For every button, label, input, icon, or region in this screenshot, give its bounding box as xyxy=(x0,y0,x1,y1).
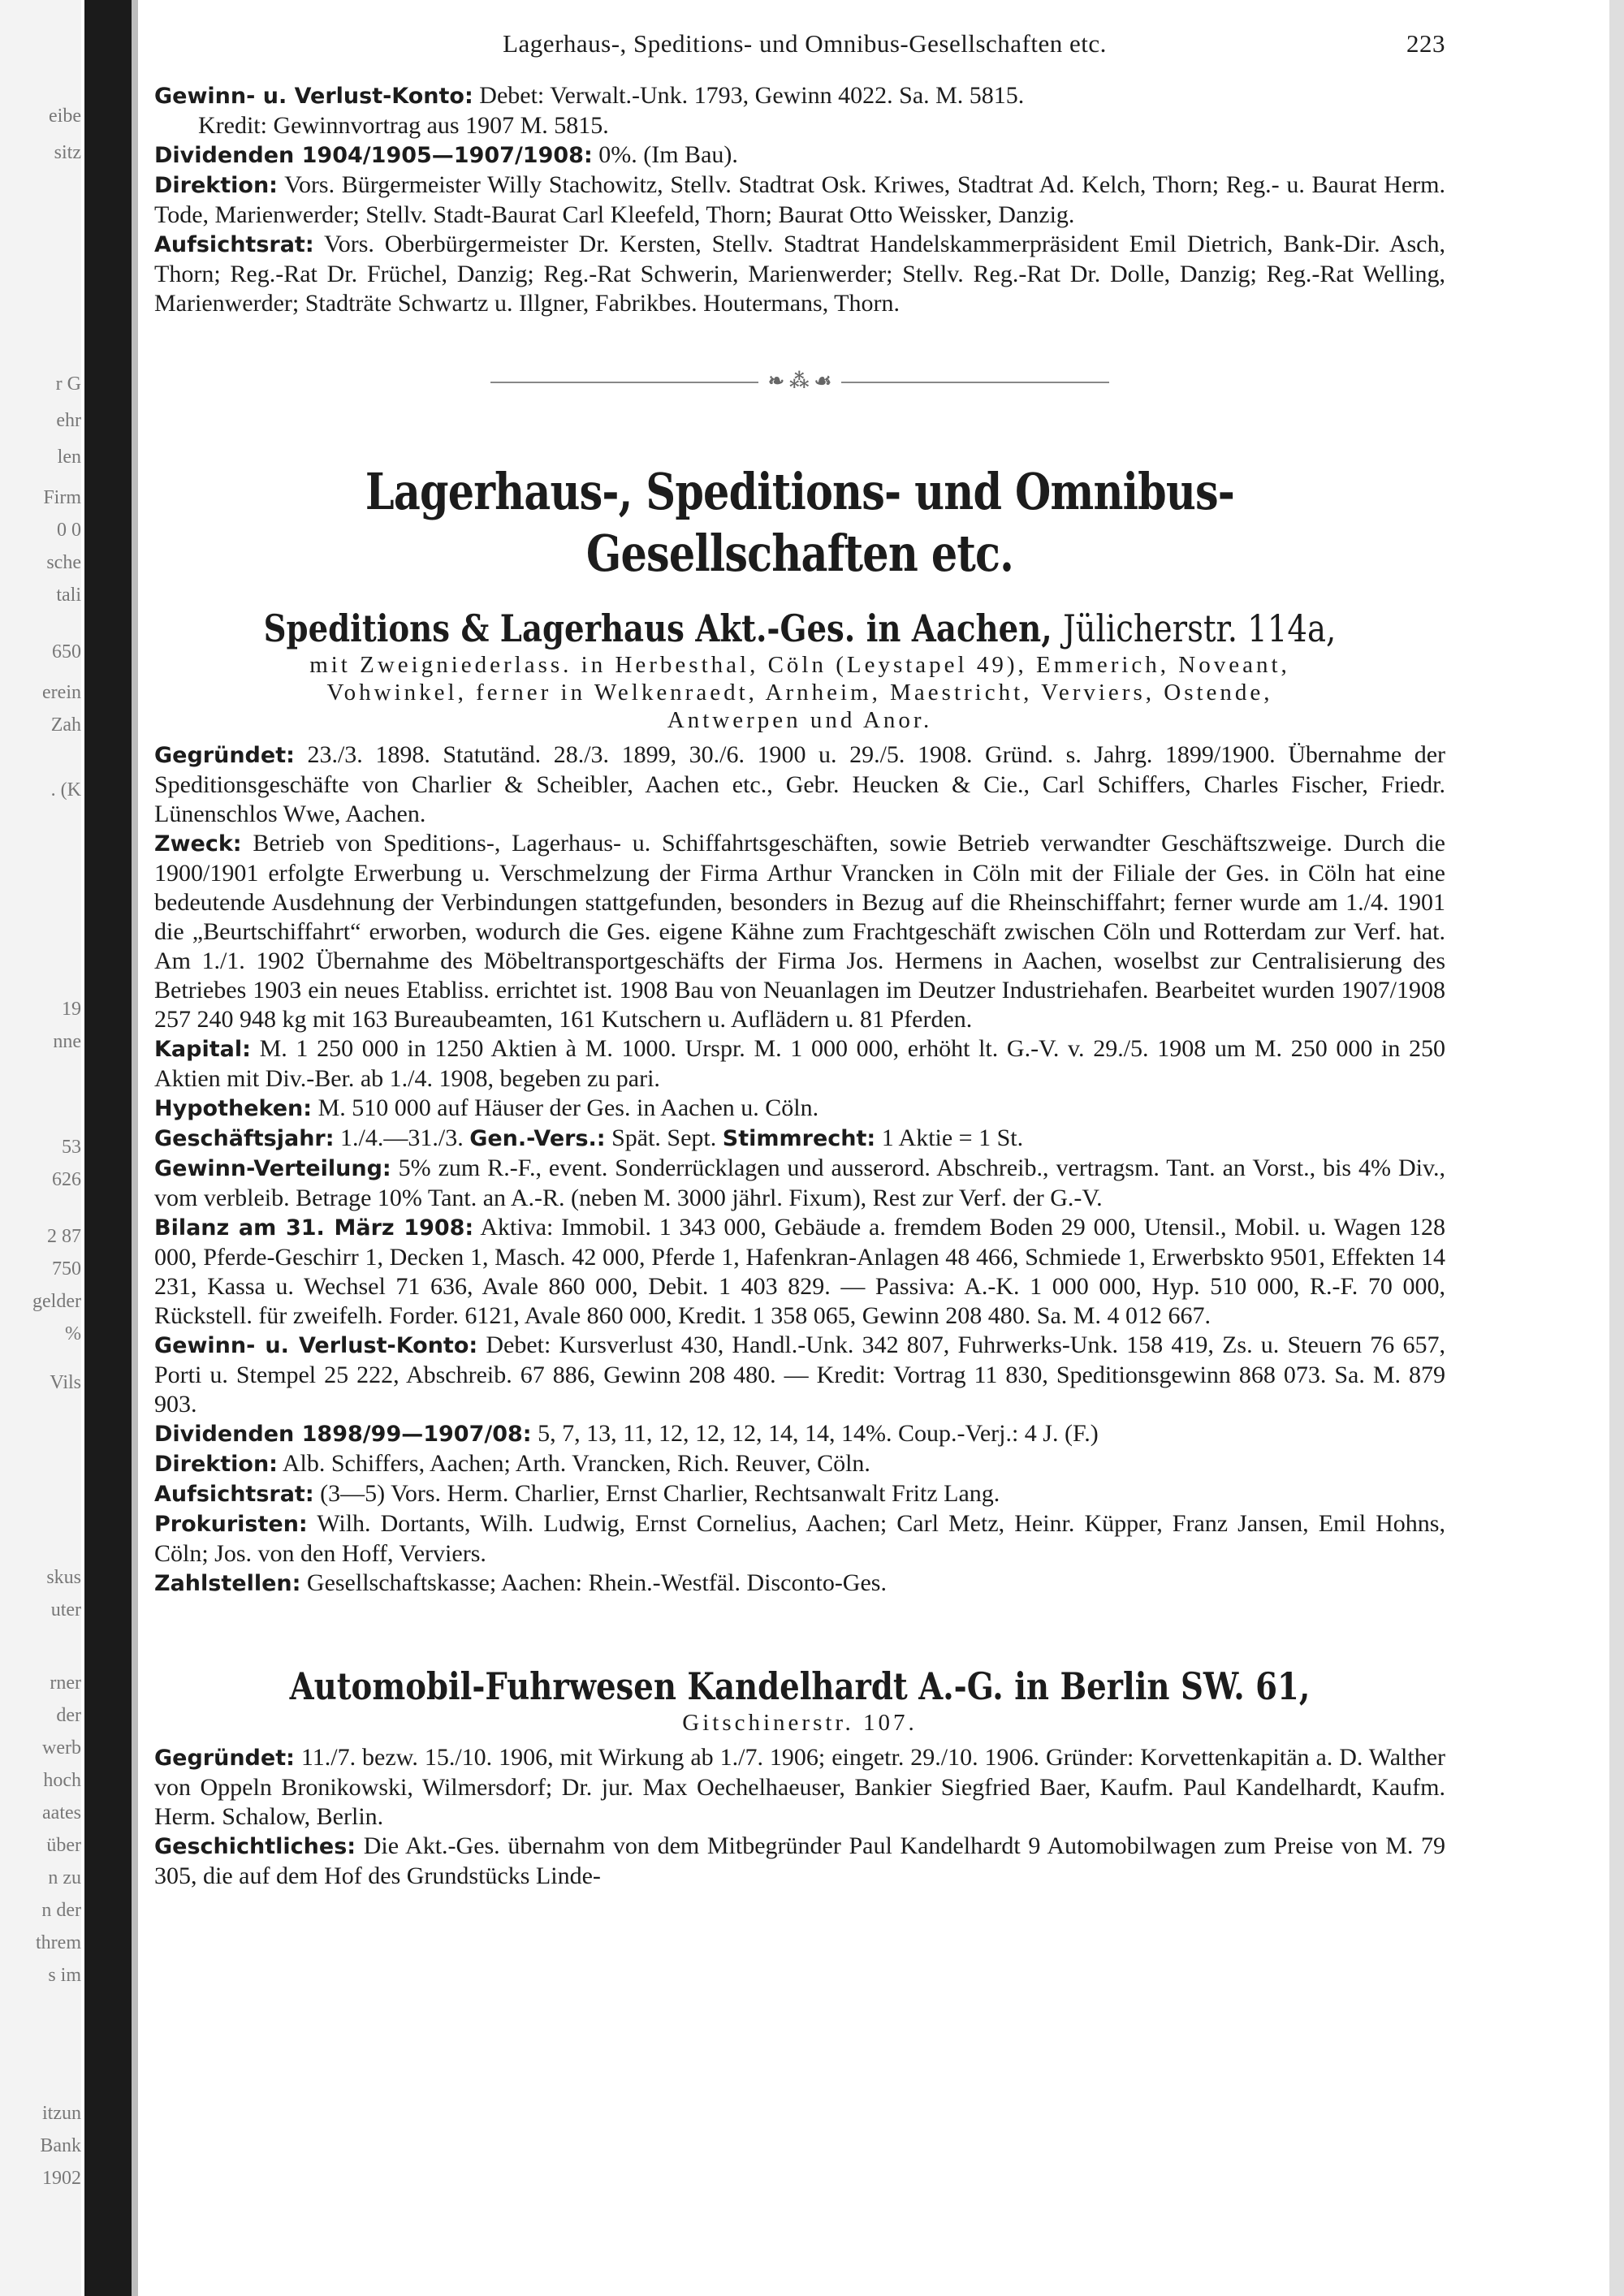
aufsichtsrat-label: Aufsichtsrat: xyxy=(154,1482,314,1507)
stimmrecht-text: 1 Aktie = 1 St. xyxy=(881,1124,1024,1151)
entry-dividenden xyxy=(154,1419,1445,1449)
entry-aufsichtsrat xyxy=(154,1479,1445,1509)
page-edge xyxy=(132,0,138,2296)
zahlstellen-text: Gesellschaftskasse; Aachen: Rhein.-Westfäl. Disconto-Ges. xyxy=(306,1569,887,1596)
adjacent-page-fragment: threm xyxy=(36,1932,81,1953)
geschaeftsjahr-label: Geschäftsjahr: xyxy=(154,1126,335,1151)
adjacent-page-fragment: erein xyxy=(42,682,81,703)
adjacent-page-fragment: rner xyxy=(50,1672,81,1694)
gegruendet-text: 23./3. 1898. Statutänd. 28./3. 1899, 30./6. 1900 u. 29./5. 1908. Gründ. s. Jahrg. 1899/1900. Übernahme der Speditionsgeschäfte von Charlier & Scheibler, Aachen etc., Gebr. Heucken & Cie., Carl Schiffers, Charles Fischer, Friedr. Lünenschlos Wwe, Aachen. xyxy=(154,741,1446,827)
gegruendet-label: Gegründet: xyxy=(154,743,295,768)
direktion-text: Alb. Schiffers, Aachen; Arth. Vrancken, Rich. Reuver, Cöln. xyxy=(282,1450,870,1477)
adjacent-page-strip xyxy=(0,0,81,2296)
prev-dir-label: Direktion: xyxy=(154,173,278,198)
guv-text: Debet: Kursverlust 430, Handl.-Unk. 342 807, Fuhrwerks-Unk. 158 419, Zs. u. Steuern 76 657, Porti u. Stempel 25 222, Abschreib. 67 886, Gewinn 208 480. — Kredit: Vortrag 11 830, Speditionsgewinn 868 073. Sa. M. 879 903. xyxy=(154,1331,1446,1418)
entry-gewinn-verteilung xyxy=(154,1154,1445,1213)
company-subtitle-2: Vohwinkel, ferner in Welkenraedt, Arnheim, Maestricht, Verviers, Ostende, xyxy=(326,680,1273,706)
company-title-main: Speditions & Lagerhaus Akt.-Ges. in Aachen, xyxy=(263,606,1052,650)
adjacent-page-fragment: 626 xyxy=(52,1169,81,1190)
prokuristen-label: Prokuristen: xyxy=(154,1512,308,1537)
right-page-edge xyxy=(1609,0,1624,2296)
adjacent-page-fragment: itzun xyxy=(42,2103,81,2124)
adjacent-page-fragment: gelder xyxy=(32,1291,81,1312)
zahlstellen-label: Zahlstellen: xyxy=(154,1571,301,1596)
adjacent-page-fragment: tali xyxy=(56,585,81,606)
running-title: Lagerhaus-, Speditions- und Omnibus-Gesellschaften etc. xyxy=(503,29,1107,58)
geschaeftsjahr-text: 1./4.—31./3. xyxy=(340,1124,464,1151)
genvers-label: Gen.-Vers.: xyxy=(469,1126,606,1151)
genvers-text: Spät. Sept. xyxy=(611,1124,717,1151)
adjacent-page-fragment: aates xyxy=(42,1802,81,1823)
stimmrecht-label: Stimmrecht: xyxy=(722,1126,876,1151)
hypotheken-label: Hypotheken: xyxy=(154,1096,313,1121)
adjacent-page-fragment: nne xyxy=(53,1031,81,1052)
adjacent-page-fragment: % xyxy=(65,1323,81,1344)
company-title xyxy=(257,606,1342,651)
adjacent-page-fragment: r G xyxy=(55,373,81,395)
company2-gegruendet xyxy=(154,1743,1445,1832)
prev-div-label: Dividenden 1904/1905—1907/1908: xyxy=(154,143,593,168)
entry-direktion xyxy=(154,1449,1445,1479)
company-entry-berlin xyxy=(154,1664,1445,1891)
adjacent-page-fragment: ehr xyxy=(56,410,81,431)
adjacent-page-fragment: werb xyxy=(42,1737,81,1759)
adjacent-page-fragment: . (K xyxy=(50,779,81,801)
entry-gegruendet xyxy=(154,740,1445,829)
gewinn-verteilung-label: Gewinn-Verteilung: xyxy=(154,1156,391,1181)
direktion-label: Direktion: xyxy=(154,1452,278,1477)
prev-dividends xyxy=(154,140,1445,170)
company2-subtitle: Gitschinerstr. 107. xyxy=(682,1710,918,1736)
page-number: 223 xyxy=(1406,29,1445,58)
adjacent-page-fragment: sitz xyxy=(54,142,81,163)
company2-title: Automobil-Fuhrwesen Kandelhardt A.-G. in Berlin SW. 61, xyxy=(289,1664,1311,1708)
company2-geschichtliches-label: Geschichtliches: xyxy=(154,1834,356,1859)
adjacent-page-fragment: 0 0 xyxy=(57,520,81,541)
adjacent-page-fragment: 1902 xyxy=(42,2168,81,2189)
adjacent-page-fragment: über xyxy=(46,1835,81,1856)
company2-gegruendet-label: Gegründet: xyxy=(154,1746,295,1771)
prev-div-text: 0%. (Im Bau). xyxy=(598,141,738,168)
prev-guv-text: Debet: Verwalt.-Unk. 1793, Gewinn 4022. Sa. M. 5815. xyxy=(479,82,1025,109)
document-page xyxy=(154,29,1445,1891)
adjacent-page-fragment: 650 xyxy=(52,641,81,662)
company-entry-aachen xyxy=(154,606,1445,1599)
company-subtitle-1: mit Zweigniederlass. in Herbesthal, Cöln (Leystapel 49), Emmerich, Noveant, xyxy=(309,652,1290,678)
company2-geschichtliches-text: Die Akt.-Ges. übernahm von dem Mitbegründer Paul Kandelhardt 9 Automobilwagen zum Preise von M. 79 305, die auf dem Hof des Grundstücks Linde- xyxy=(154,1832,1446,1889)
entry-guv xyxy=(154,1331,1445,1419)
dividenden-label: Dividenden 1898/99—1907/08: xyxy=(154,1422,532,1447)
bilanz-text: Aktiva: Immobil. 1 343 000, Gebäude a. fremdem Boden 29 000, Utensil., Mobil. u. Wagen 128 000, Pferde-Geschirr 1, Decken 1, Masch. 42 000, Pferde 1, Hafenkran-Anlagen 48 466, Schmiede 1, Erwerbskto 9501, Effekten 14 231, Kassa u. Wechsel 71 636, Avale 860 000, Debit. 1 403 829. — Passiva: A.-K. 1 000 000, Hyp. 510 000, R.-F. 70 000, Rückstell. für zweifelh. Forder. 6121, Avale 860 000, Kredit. 1 358 065, Gewinn 208 480. Sa. M. 4 012 667. xyxy=(154,1214,1445,1329)
prev-aufsichtsrat xyxy=(154,230,1445,318)
entry-geschaeftsjahr xyxy=(154,1124,1445,1154)
ornamental-divider xyxy=(154,367,1445,396)
hypotheken-text: M. 510 000 auf Häuser der Ges. in Aachen u. Cöln. xyxy=(317,1094,819,1121)
adjacent-page-fragment: hoch xyxy=(43,1770,81,1791)
prev-direktion xyxy=(154,170,1445,230)
previous-entry-continuation xyxy=(154,81,1445,318)
adjacent-page-fragment: len xyxy=(57,447,81,468)
adjacent-page-fragment: s im xyxy=(48,1965,81,1986)
bilanz-label: Bilanz am 31. März 1908: xyxy=(154,1215,474,1241)
entry-hypotheken xyxy=(154,1094,1445,1124)
prev-guv-label: Gewinn- u. Verlust-Konto: xyxy=(154,84,473,109)
guv-label: Gewinn- u. Verlust-Konto: xyxy=(154,1333,478,1358)
adjacent-page-fragment: 19 xyxy=(62,999,81,1020)
adjacent-page-fragment: 750 xyxy=(52,1258,81,1280)
adjacent-page-fragment: der xyxy=(56,1705,81,1726)
company-title-address: Jülicherstr. 114a, xyxy=(1063,606,1337,650)
page-header xyxy=(154,29,1445,58)
zweck-text: Betrieb von Speditions-, Lagerhaus- u. Schiffahrtsgeschäften, sowie Betrieb verwandter Geschäftszweige. Durch die 1900/1901 erfolgte Erwerbung u. Verschmelzung der Firma Arthur Vrancken in Cöln mit der Filiale der Ges. in Cöln hat eine bedeutende Ausdehnung der Verbindungen stattgefunden, besonders in Bezug auf die Rheinschiffahrt; ferner wurde am 1./4. 1901 die „Beurtschiffahrt“ erworben, wodurch die Ges. eigene Kähne zum Frachtgeschäft zwischen Cöln und Rotterdam zur Verf. hat. Am 1./1. 1902 Übernahme des Möbeltransportgeschäfts der Firma Jos. Hermens in Aachen, woselbst zur Centralisierung des Betriebes 1903 ein neues Etabliss. errichtet ist. 1908 Bau von Neuanlagen im Deutzer Industriehafen. Bearbeitet wurden 1907/1908 257 240 948 kg mit 163 Bureaubeamten, 161 Kutschern u. Auflädern u. 81 Pferden. xyxy=(154,830,1446,1033)
company-subtitle-3: Antwerpen und Anor. xyxy=(667,707,933,733)
prokuristen-text: Wilh. Dortants, Wilh. Ludwig, Ernst Cornelius, Aachen; Carl Metz, Heinr. Küpper, Franz Jansen, Emil Hohns, Cöln; Jos. von den Hoff, Verviers. xyxy=(154,1510,1445,1567)
adjacent-page-fragment: Zah xyxy=(50,714,81,736)
adjacent-page-fragment: uter xyxy=(50,1599,81,1621)
adjacent-page-fragment: Vils xyxy=(50,1372,81,1393)
aufsichtsrat-text: (3—5) Vors. Herm. Charlier, Ernst Charlier, Rechtsanwalt Fritz Lang. xyxy=(320,1480,1000,1507)
prev-dir-text: Vors. Bürgermeister Willy Stachowitz, Stellv. Stadtrat Osk. Kriwes, Stadtrat Ad. Kelch, Thorn; Reg.- u. Baurat Herm. Tode, Marienwerder; Stellv. Stadt-Baurat Carl Kleefeld, Thorn; Baurat Otto Weissker, Danzig. xyxy=(154,171,1445,228)
prev-guv xyxy=(154,81,1445,111)
prev-ar-label: Aufsichtsrat: xyxy=(154,232,314,257)
adjacent-page-fragment: Firm xyxy=(43,487,81,508)
book-binding-shadow xyxy=(84,0,132,2296)
entry-zahlstellen xyxy=(154,1569,1445,1599)
zweck-label: Zweck: xyxy=(154,831,242,857)
kapital-text: M. 1 250 000 in 1250 Aktien à M. 1000. Urspr. M. 1 000 000, erhöht lt. G.-V. v. 29./5. 1908 um M. 250 000 in 250 Aktien mit Div.-Ber. ab 1./4. 1908, begeben zu pari. xyxy=(154,1035,1446,1092)
dividenden-text: 5, 7, 13, 11, 12, 12, 12, 14, 14, 14%. Coup.-Verj.: 4 J. (F.) xyxy=(538,1420,1099,1447)
adjacent-page-fragment: skus xyxy=(46,1567,81,1588)
section-title: Lagerhaus-, Speditions- und Omnibus-Gesellschaften etc. xyxy=(365,462,1235,583)
entry-kapital xyxy=(154,1034,1445,1094)
adjacent-page-fragment: 2 87 xyxy=(47,1226,81,1247)
prev-kredit xyxy=(154,111,1445,140)
entry-zweck xyxy=(154,829,1445,1034)
adjacent-page-fragment: 53 xyxy=(62,1137,81,1158)
adjacent-page-fragment: n der xyxy=(41,1900,81,1921)
adjacent-page-fragment: eibe xyxy=(49,106,81,127)
prev-kredit-text: Kredit: Gewinnvortrag aus 1907 M. 5815. xyxy=(198,112,609,139)
gewinn-verteilung-text: 5% zum R.-F., event. Sonderrücklagen und ausserord. Abschreib., vertragsm. Tant. an Vorst., bis 4% Div., vom verbleib. Betrage 10% Tant. an A.-R. (neben M. 3000 jährl. Fixum), Rest zur Verf. der G.-V. xyxy=(154,1154,1446,1211)
entry-bilanz xyxy=(154,1213,1445,1331)
entry-prokuristen xyxy=(154,1509,1445,1569)
adjacent-page-fragment: sche xyxy=(46,552,81,573)
adjacent-page-fragment: Bank xyxy=(40,2135,81,2156)
adjacent-page-fragment: n zu xyxy=(48,1867,81,1888)
company2-gegruendet-text: 11./7. bezw. 15./10. 1906, mit Wirkung ab 1./7. 1906; eingetr. 29./10. 1906. Gründer: Korvettenkapitän a. D. Walther von Oppeln Bronikowski, Wilmersdorf; Dr. jur. Max Oechelhaeuser, Bankier Siegfried Baer, Kaufm. Paul Kandelhardt, Kaufm. Herm. Schalow, Berlin. xyxy=(154,1744,1445,1830)
divider-ornament: ❧ ⁂ ☙ xyxy=(767,371,832,392)
prev-ar-text: Vors. Oberbürgermeister Dr. Kersten, Stellv. Stadtrat Handelskammerpräsident Emil Dietrich, Bank-Dir. Asch, Thorn; Reg.-Rat Dr. Früchel, Danzig; Reg.-Rat Schwerin, Marienwerder; Stellv. Reg.-Rat Dr. Dolle, Danzig; Reg.-Rat Welling, Marienwerder; Stadträte Schwartz u. Illgner, Fabrikbes. Houtermans, Thorn. xyxy=(154,231,1445,317)
kapital-label: Kapital: xyxy=(154,1037,251,1062)
company2-geschichtliches xyxy=(154,1832,1445,1891)
